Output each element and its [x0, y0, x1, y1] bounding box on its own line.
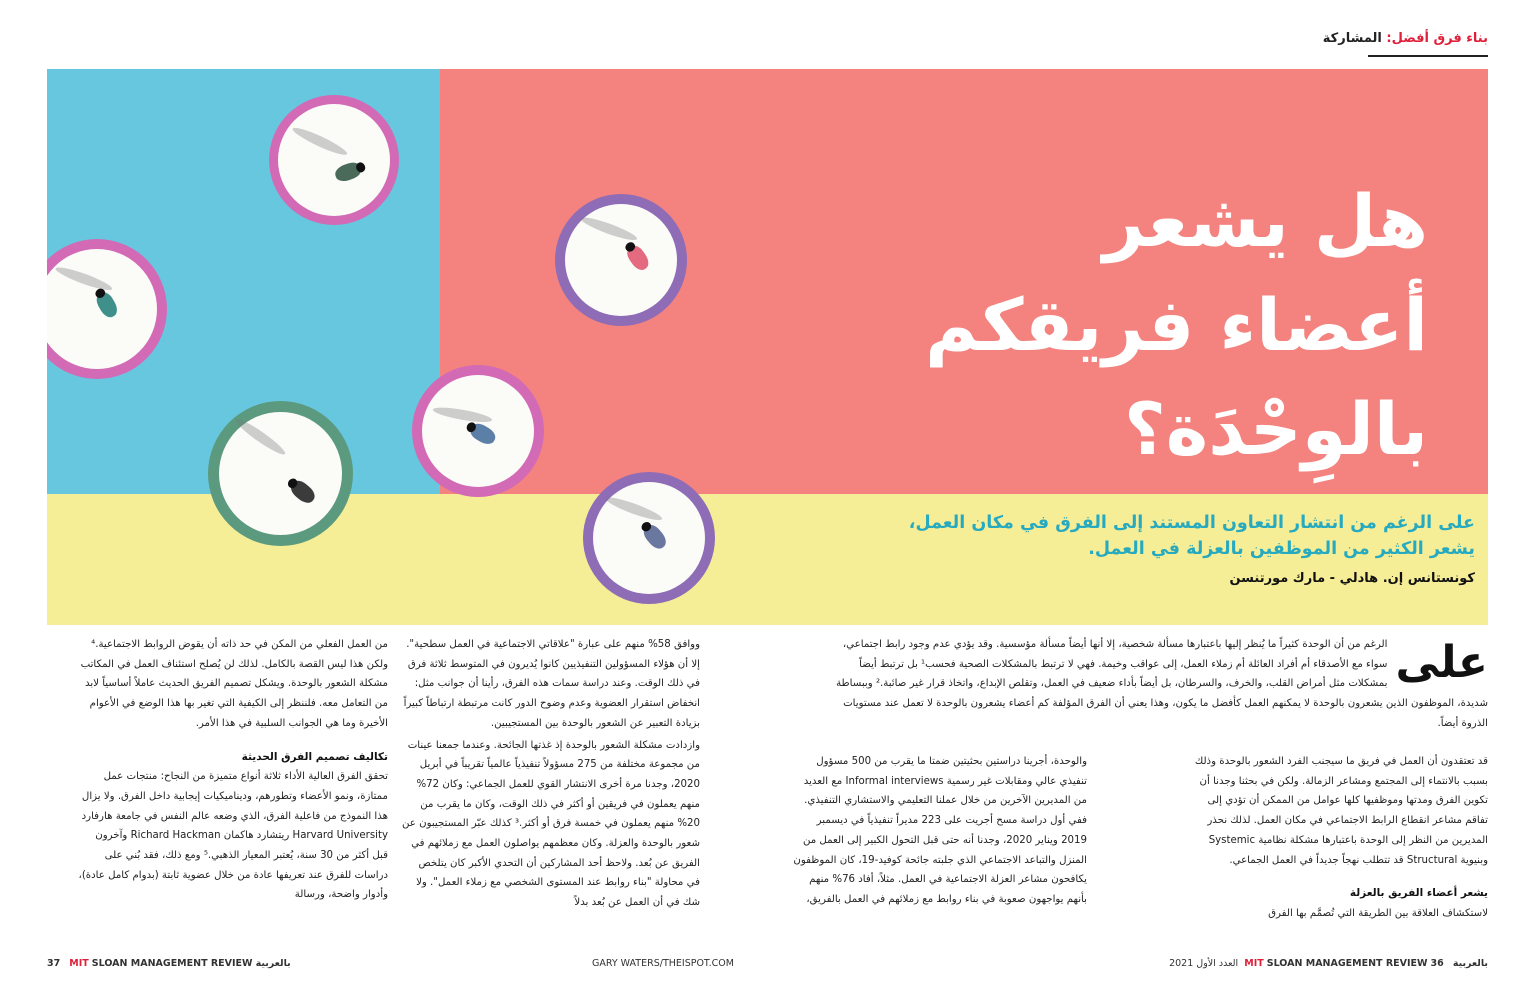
page-number: 36 — [1430, 958, 1444, 969]
section-name: المشاركة — [1322, 31, 1382, 46]
platform — [278, 104, 390, 216]
section-label — [1323, 31, 1488, 46]
body-paragraph: ووافق 58% منهم على عبارة "علاقاتي الاجتماعية في العمل سطحية". إلا أن هؤلاء المسؤولين التنفيذيين كانوا يُديرون في المتوسط ثلاثة فرق في ذلك الوقت. وعند دراسة سمات هذه الفرق، رأينا أن جوانب مثل: انخفاض استقرار العضوية وعدم وضوح الدور كانت مرتبطة ارتباطاً كبيراً بزيادة التعبير عن الشعور بالوحدة بين المستجيبين. — [403, 639, 700, 729]
lead-paragraph-block — [836, 635, 1488, 734]
body-column-2 — [789, 752, 1087, 910]
illustration-credit: GARY WATERS/THEISPOT.COM — [592, 958, 734, 969]
subheading: تكاليف تصميم الفرق الحديثة — [241, 750, 388, 763]
page-number: 37 — [47, 958, 61, 969]
body-paragraph: لاستكشاف العلاقة بين الطريقة التي تُصمَّم بها الفرق — [1268, 907, 1488, 919]
platform — [219, 412, 342, 535]
brand-name: SLOAN MANAGEMENT REVIEW — [91, 958, 253, 969]
subheading: يشعر أعضاء الفريق بالعزلة — [1349, 887, 1488, 900]
issue-year: 2021 — [1169, 958, 1194, 969]
body-paragraph: من العمل الفعلي من المكن في حد ذاته أن يقوض الروابط الاجتماعية.⁴ ولكن هذا ليس القصة بالكامل. لذلك لن يُصلح استئناف العمل في المكاتب مشكلة الشعور بالوحدة. ويشكل تصميم الفريق الحديث عاملاً أساسياً لابد من التعامل معه. فلننظر إلى الكيفية التي تغير بها هذا الوضع في الأعوام الأخيرة وما هي الجوانب السلبية في هذا الأمر. — [80, 639, 388, 729]
dropcap: على — [1395, 637, 1488, 688]
section-prefix: بناء فرق أفضل: — [1386, 31, 1488, 46]
body-paragraph: والوحدة، أجرينا دراستين بحثيتين ضمتا ما يقرب من 500 مسؤول تنفيذي عالي ومقابلات غير رسمية Informal interviews مع العديد من المديرين الآخرين من خلال عملنا التعليمي والاستشاري التنفيذي. ففي أول دراسة مسح أجريت على 223 مديراً تنفيذياً في ديسمبر 2019 ويناير 2020، وجدنا أنه حتى قبل التحول الكبير إلى العمل من المنزل والتباعد الاجتماعي الذي جلبته جائحة كوفيد-19، كان الموظفون يكافحون مشاعر العزلة الاجتماعية في العمل. مثلاً، أفاد 76% منهم بأنهم يواجهون صعوبة في بناء روابط مع زملائهم في العمل بالفريق، — [793, 756, 1087, 905]
body-column-3 — [402, 635, 700, 913]
footer-right — [1169, 958, 1488, 969]
title-line: أعضاء فريقكم — [925, 283, 1428, 367]
issue-name: العدد الأول — [1196, 958, 1239, 969]
section-rule — [1368, 55, 1488, 57]
brand-mit: MIT — [69, 958, 89, 969]
body-paragraph: تحقق الفرق العالية الأداء ثلاثة أنواع متميزة من النجاح: منتجات عمل ممتازة، ونمو الأعضاء وتطورهم، وديناميكيات إيجابية داخل الفرق. ولا يزال هذا النموذج من فاعلية الفرق، الذي وضعه عالم النفس في جامعة هارفارد Harvard University ريتشارد هاكمان Richard Hackman وآخرون قبل أكثر من 30 سنة، يُعتبر المعيار الذهبي.⁵ ومع ذلك، فقد بُني على دراسات للفرق عند تعريفها عادة من خلال عضوية ثابتة (بدوام كامل عادة)، وأدوار واضحة، ورسالة — [78, 771, 388, 901]
footer-left — [47, 958, 291, 969]
title-line: هل يشعر — [1103, 179, 1428, 263]
article-authors: كونستانس إن. هادلي - مارك مورتنسن — [1229, 571, 1475, 586]
title-line: بالوِحْدَة؟ — [1124, 387, 1428, 471]
deck-line: على الرغم من انتشار التعاون المستند إلى الفرق في مكان العمل، — [908, 513, 1475, 533]
lead-paragraph: الرغم من أن الوحدة كثيراً ما يُنظر إليها باعتبارها مسألة شخصية، إلا أنها أيضاً مسألة مؤسسية. وقد يؤدي عدم وجود رابط اجتماعي، سواء مع الأصدقاء أم أفراد العائلة أم زملاء العمل، إلى عواقب وخيمة. فهي لا ترتبط بالمشكلات الصحية فحسب¹ بل ترتبط أيضاً بمشكلات مثل أمراض القلب، والخرف، والسرطان، بل أيضاً بأداء ضعيف في العمل، وتقلص الإبداع، واتخاذ قرار غير صائبة.² وببساطة شديدة، الموظفون الذين يشعرون بالوحدة لا يمكنهم العمل كأفضل ما يكون، وهذا يعني أن الفرق المؤلفة كم أعضاء يشعرون بالوحدة لا تعمل عند مستويات الذروة أيضاً. — [836, 639, 1488, 729]
body-column-4 — [78, 635, 388, 905]
brand-name: SLOAN MANAGEMENT REVIEW — [1266, 958, 1428, 969]
body-column-1 — [1190, 752, 1488, 924]
brand-arabic: بالعربية — [1452, 958, 1488, 969]
brand-arabic: بالعربية — [255, 958, 291, 969]
article-title — [728, 169, 1428, 481]
deck-line: يشعر الكثير من الموظفين بالعزلة في العمل. — [1088, 539, 1475, 559]
body-paragraph: وازدادت مشكلة الشعور بالوحدة إذ غذتها الجائحة. وعندما جمعنا عينات من مجموعة مختلفة من 275 مسؤولاً تنفيذياً عالمياً تقريباً في أبريل 2020، وجدنا مرة أخرى الانتشار القوي للعمل الجماعي: وكان 72% منهم يعملون في فريقين أو أكثر في ذلك الوقت، وكان ما يقرب من 20% منهم يعملون في خمسة فرق أو أكثر.³ كذلك عبّر المستجيبون عن شعور بالوحدة والعزلة. وكان معظمهم يواصلون العمل مع زملائهم في الفريق عن بُعد. ولاحظ أحد المشاركين أن التحدي الأكبر كان يتلخص في محاولة "بناء روابط عند المستوى الشخصي مع زملاء العمل". ولا شك في أن العمل عن بُعد بدلاً — [402, 739, 700, 909]
body-paragraph: قد تعتقدون أن العمل في فريق ما سيجنب الفرد الشعور بالوحدة وذلك بسبب بالانتماء إلى المجتمع ومشاعر الزمالة. ولكن في بحثنا وجدنا أن تكوين الفرق ومدتها وموظفيها كلها عوامل من الممكن أن تؤدي إلى تفاقم مشاعر انقطاع الرابط الاجتماعي في مكان العمل. لذلك نحذر المديرين من النظر إلى الوحدة باعتبارها مشكلة نظامية Systemic وبنيوية Structural قد تتطلب نهجاً جديداً في العمل الجماعي. — [1194, 756, 1488, 866]
article-deck — [755, 510, 1475, 562]
brand-mit: MIT — [1244, 958, 1264, 969]
